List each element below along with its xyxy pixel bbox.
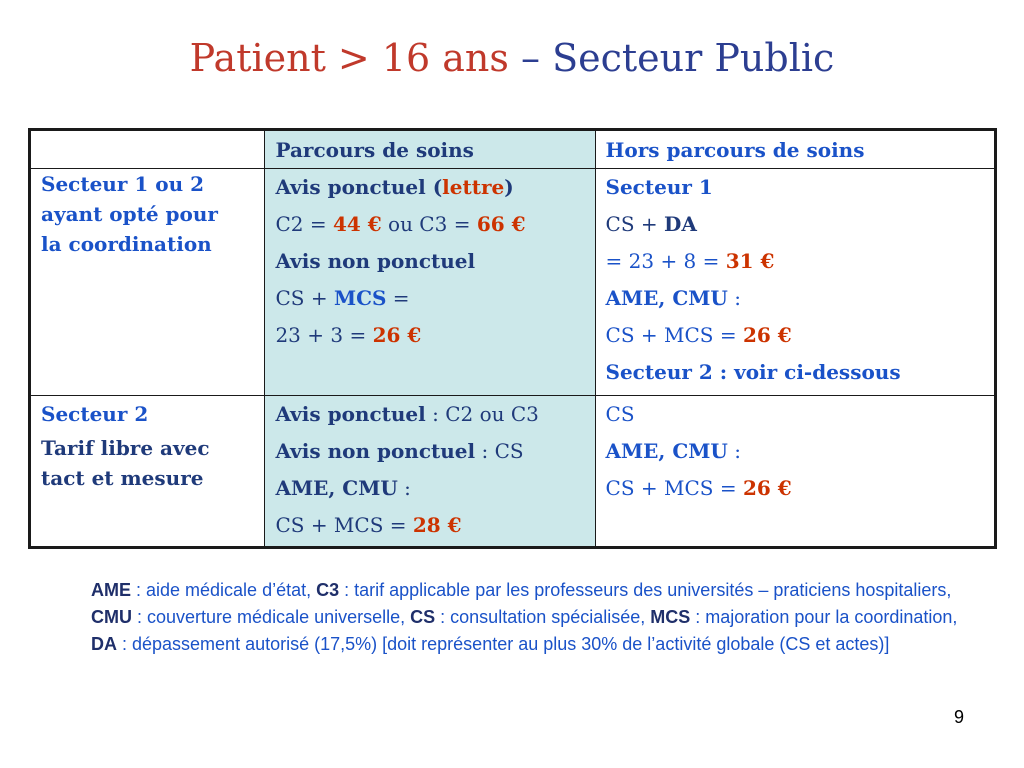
row1-label [30,169,265,396]
row2-c3-line2: AME, CMU : [605,439,741,463]
row2-c2-line1: Avis ponctuel : C2 ou C3 [275,402,539,426]
row1-parcours-cell [265,169,595,396]
row1-c3-line4: AME, CMU : [605,286,741,310]
page-number: 9 [953,707,964,727]
row2-label-line3: tact et mesure [41,466,204,490]
slide-title [0,30,1024,86]
row1-c2-line4: CS + MCS = [275,286,410,310]
row1-c3-line5: CS + MCS = 26 € [605,323,792,347]
row1-c3-line3: = 23 + 8 = 31 € [605,249,775,273]
row2-label-line2: Tarif libre avec [41,436,210,460]
header-hors-parcours: Hors parcours de soins [595,130,995,169]
row1-c2-line3: Avis non ponctuel [275,249,476,273]
row2-c3-line3: CS + MCS = 26 € [605,476,792,500]
row1-c2-line2: C2 = 44 € ou C3 = 66 € [275,212,526,236]
row2-c2-line4: CS + MCS = 28 € [275,513,462,537]
row2-c2-line3: AME, CMU : [275,476,411,500]
title-dash: – [508,36,553,80]
row1-label-line1: Secteur 1 ou 2 [41,172,204,196]
row1-label-line2: ayant opté pour [41,202,218,226]
table-row-secteur2 [30,396,996,548]
header-empty-cell [30,130,265,169]
row2-label-line1: Secteur 2 [41,402,149,426]
abbreviation-legend: AME : aide médicale d’état, C3 : tarif applicable par les professeurs des universités – praticiens hospitaliers, CMU : couverture médicale universelle, CS : consultation spécialisée, MCS : majoration pour la coordination, DA : dépassement autorisé (17,5%) [doit représenter au plus 30% de l’activité globale (CS et actes)] [91,580,958,654]
row2-label [30,396,265,548]
title-part1: Patient > 16 ans [189,36,509,80]
table-header-row [30,130,996,169]
row1-c3-line2: CS + DA [605,212,697,236]
row1-c3-line1: Secteur 1 [605,175,713,199]
row1-c2-line5: 23 + 3 = 26 € [275,323,422,347]
title-part2: Secteur Public [552,36,835,80]
tariff-table [28,128,997,549]
row2-c2-line2: Avis non ponctuel : CS [275,439,524,463]
row1-c2-line1: Avis ponctuel (lettre) [275,175,514,199]
header-parcours: Parcours de soins [265,130,595,169]
row1-hors-parcours-cell [595,169,995,396]
row2-hors-parcours-cell [595,396,995,548]
row1-c3-line6: Secteur 2 : voir ci-dessous [605,360,901,384]
row2-c3-line1: CS [605,402,635,426]
row2-parcours-cell [265,396,595,548]
table-row-secteur1 [30,169,996,396]
row1-label-line3: la coordination [41,232,212,256]
